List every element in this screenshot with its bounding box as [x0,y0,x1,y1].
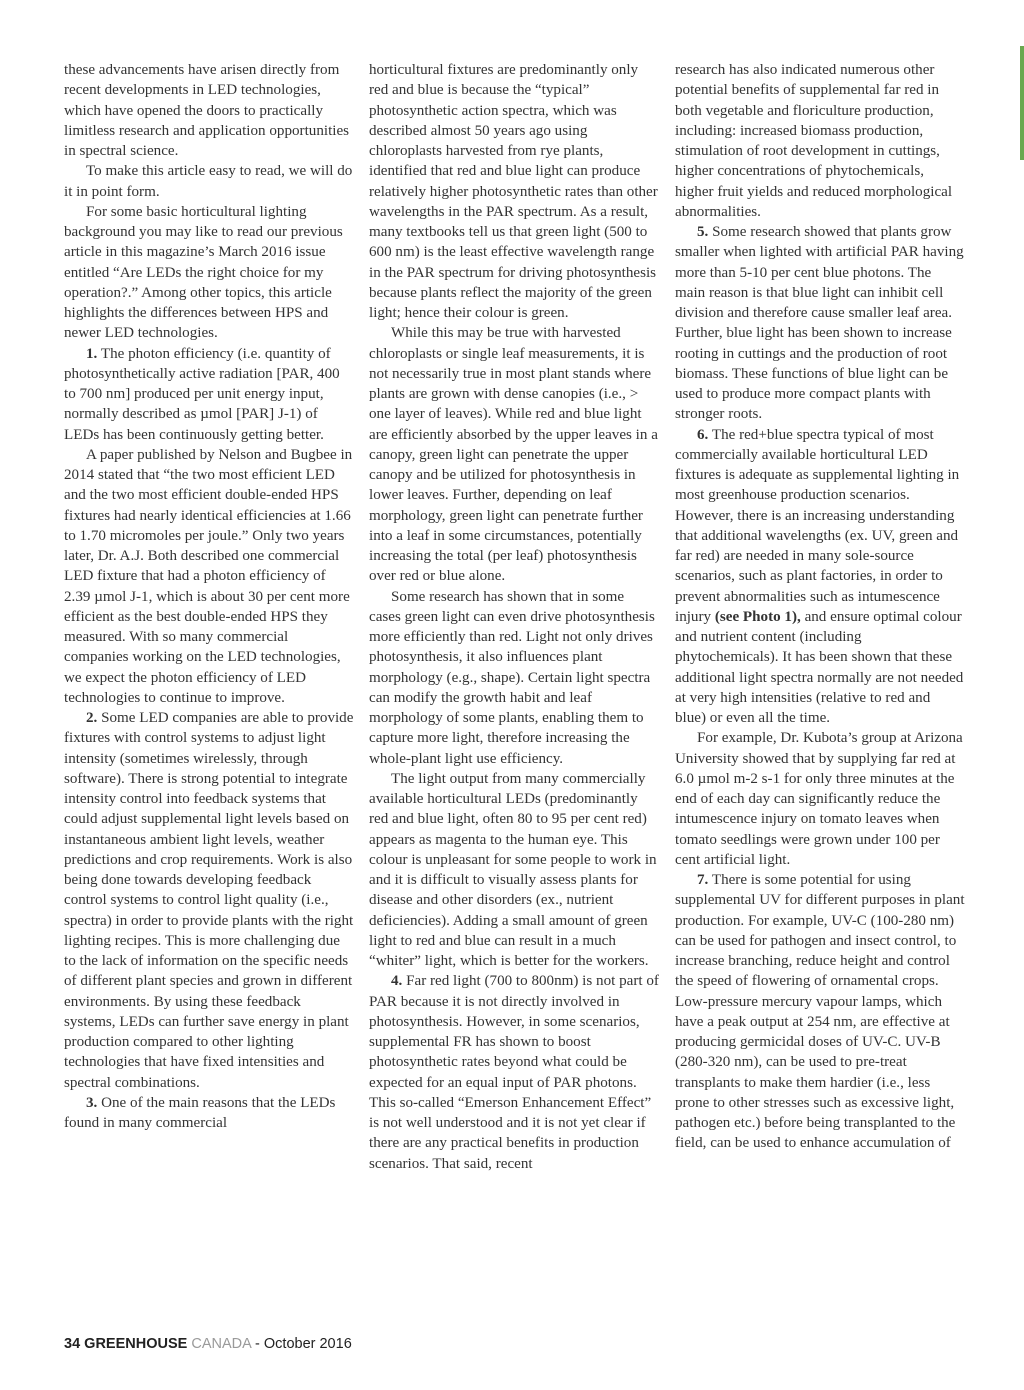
point-number: 6. [697,426,709,443]
paragraph: For some basic horticultural lighting background you may like to read our previous article in this magazine’s March 2016 issue entitled “Are LEDs the right choice for my operation?.” Among other topics, this article highlights the differences between HPS and newer LED technologies. [64,203,343,342]
paragraph: While this may be true with harvested chloroplasts or single leaf measurements, it is not necessarily true in most plant stands where plants are grown with dense canopies (i.e., > one layer of leaves). While red and blue light are efficiently absorbed by the upper leaves in a canopy, green light can penetrate the upper canopy and be utilized for photosynthesis in lower leaves. Further, depending on leaf morphology, green light can penetrate further into a leaf in some circumstances, potentially increasing the total (per leaf) photosynthesis over red or blue alone. [369,325,658,585]
numbered-point-7: 7. There is some potential for using supplemental UV for different purposes in plant production. For example, UV-C (100-280 nm) can be used for pathogen and insect control, to increase branching, reduce height and control the speed of flowering of ornamental crops. Low-pressure mercury vapour lamps, which have a peak output at 254 nm, are effective at producing germicidal doses of UV-C. UV-B (280-320 nm), can be used to pre-treat transplants to make them hardier (i.e., less prone to other stresses such as excessive light, pathogen etc.) before being transplanted to the field, can be used to enhance accumulation of [675,872,965,1152]
page-edge-color-bar [1020,46,1024,160]
issue-date: October 2016 [263,1336,352,1352]
magazine-name: GREENHOUSE [84,1336,188,1352]
magazine-name-suffix: CANADA [191,1336,251,1352]
paragraph: The light output from many commercially available horticultural LEDs (predominantly red and blue light, often 80 to 95 per cent red) appears as magenta to the human eye. This colour is unpleasant for some people to work in and it is difficult to visually assess plants for disease and other disorders (ex., nutrient deficiencies). Adding a small amount of green light to red and blue can result in a much “whiter” light, which is better for the workers. [369,770,657,969]
article-column-1 [64,60,354,1133]
paragraph: A paper published by Nelson and Bugbee in 2014 stated that “the two most efficient LED and the two most efficient double-ended HPS fixtures had nearly identical efficiencies at 1.66 to 1.70 micromoles per joule.” Only two years later, Dr. A.J. Both described one commercial LED fixture that had a photon efficiency of 2.39 µmol J-1, which is about 30 per cent more efficient as the best double-ended HPS they measured. With so many commercial companies working on the LED technologies, we expect the photon efficiency of LED technologies to continue to improve. [64,446,353,706]
point-number: 4. [391,973,403,990]
article-column-2 [369,60,659,1174]
paragraph: horticultural fixtures are predominantly only red and blue is because the “typical” photosynthetic action spectra, which was described almost 50 years ago using chloroplasts harvested from rye plants, identified that red and blue light can produce relatively higher photosynthetic rates than other wavelengths in the PAR spectrum. As a result, many textbooks tell us that green light (500 to 600 nm) is the least effective wavelength range in the PAR spectrum for driving photosynthesis because plants reflect the majority of the green light; hence their colour is green. [369,62,658,321]
page-number: 34 [64,1336,81,1352]
numbered-point-4: 4. Far red light (700 to 800nm) is not part of PAR because it is not directly involved in photosynthesis. However, in some scenarios, supplemental FR has shown to boost photosynthetic rates beyond what could be expected for an equal input of PAR photons. This so-called “Emerson Enhancement Effect” is not well understood and it is not yet clear if there are any practical benefits in production scenarios. That said, recent [369,973,659,1172]
point-number: 1. [86,345,98,362]
page-footer [64,1336,352,1352]
numbered-point-2: 2. Some LED companies are able to provide fixtures with control systems to adjust light intensity (sometimes wirelessly, through software). There is strong potential to integrate intensity control into feedback systems that could adjust supplemental light levels based on instantaneous ambient light levels, weather predictions and crop requirements. Work is also being done towards developing feedback control systems to control light quality (i.e., spectra) in order to provide plants with the right lighting recipes. This is more challenging due to the lack of information on the specific needs of different plant species and grown in different environments. By using these feedback systems, LEDs can further save energy in plant production compared to other lighting technologies that have fixed intensities and spectral combinations. [64,710,354,1091]
numbered-point-6: 6. The red+blue spectra typical of most commercially available horticultural LED fixtures is adequate as supplemental lighting in most greenhouse production scenarios. However, there is an increasing understanding that additional wavelengths (ex. UV, green and far red) are needed in many sole-source scenarios, such as plant factories, in order to prevent abnormalities such as intumescence injury (see Photo 1), and ensure optimal colour and nutrient content (including phytochemicals). It has been shown that these additional light spectra normally are not needed at very high intensities (relative to red and blue) or even all the time. [675,426,964,726]
point-number: 5. [697,224,709,240]
numbered-point-5: 5. Some research showed that plants grow smaller when lighted with artificial PAR having more than 5-10 per cent blue photons. The main reason is that blue light can inhibit cell division and therefore cause smaller leaf area. Further, blue light has been shown to increase rooting in cuttings and the production of root biomass. These functions of blue light can be used to produce more compact plants with stronger roots. [675,224,964,423]
point-number: 7. [697,872,709,888]
footer-separator: - [255,1336,260,1352]
paragraph: Some research has shown that in some cases green light can even drive photosynthesis more efficiently than red. Light not only drives photosynthesis, it also influences plant morphology (e.g., shape). Certain light spectra can modify the growth habit and leaf morphology of some plants, enabling them to capture more light, therefore increasing the whole-plant light use efficiency. [369,588,655,767]
photo-reference: (see Photo 1), [714,608,801,625]
article-column-3 [675,60,965,1154]
numbered-point-1: 1. The photon efficiency (i.e. quantity of photosynthetically active radiation [PAR, 400 to 700 nm] produced per unit energy input, normally described as µmol [PAR] J-1) of LEDs has been continuously getting better. [64,345,340,443]
point-number: 3. [86,1094,98,1111]
paragraph: research has also indicated numerous other potential benefits of supplemental far red in both vegetable and floriculture production, including: increased biomass production, stimulation of root development in cuttings, higher concentrations of phytochemicals, higher fruit yields and reduced morphological abnormalities. [675,62,953,220]
paragraph: these advancements have arisen directly from recent developments in LED technologies, which have opened the doors to practically limitless research and application opportunities in spectral science. [64,62,350,159]
paragraph: To make this article easy to read, we will do it in point form. [64,163,353,200]
numbered-point-3: 3. One of the main reasons that the LEDs found in many commercial [64,1094,336,1131]
point-number: 2. [86,710,98,726]
paragraph: For example, Dr. Kubota’s group at Arizona University showed that by supplying far red at 6.0 µmol m-2 s-1 for only three minutes at the end of each day can significantly reduce the intumescence injury on tomato leaves when tomato seedlings were grown under 100 per cent artificial light. [675,730,963,868]
